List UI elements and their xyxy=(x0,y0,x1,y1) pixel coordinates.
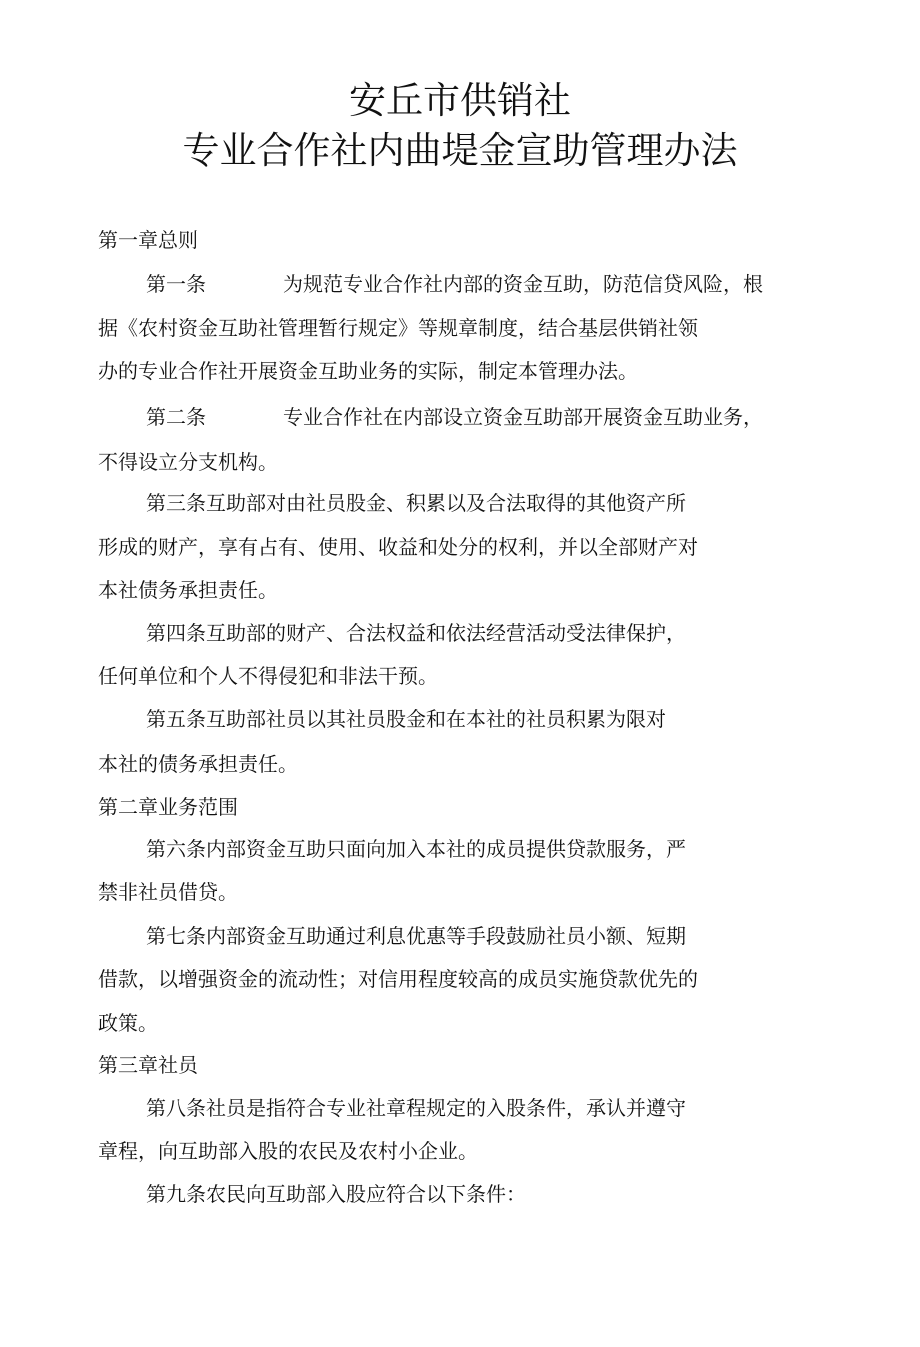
document-title-line-1: 安丘市供销社 xyxy=(349,79,571,122)
article-1-text: 为规范专业合作社内部的资金互助，防范信贷风险，根 xyxy=(283,272,763,296)
article-7-line-3: 政策。 xyxy=(98,1011,158,1035)
article-1-label: 第一条 xyxy=(146,272,206,296)
article-1-line-1 xyxy=(146,271,763,297)
article-8-line-2: 章程，向互助部入股的农民及农村小企业。 xyxy=(98,1139,478,1163)
article-3-line-3: 本社债务承担责任。 xyxy=(98,578,278,602)
chapter-3-heading: 第三章社员 xyxy=(98,1053,198,1077)
article-5-line-1: 第五条互助部社员以其社员股金和在本社的社员积累为限对 xyxy=(146,707,666,731)
article-2-text: 专业合作社在内部设立资金互助部开展资金互助业务， xyxy=(283,405,763,429)
chapter-1-heading: 第一章总则 xyxy=(98,228,198,252)
article-4-line-1: 第四条互助部的财产、合法权益和依法经营活动受法律保护， xyxy=(146,621,686,645)
article-4-line-2: 任何单位和个人不得侵犯和非法干预。 xyxy=(98,664,438,688)
article-9-line-1: 第九条农民向互助部入股应符合以下条件： xyxy=(146,1182,526,1206)
article-6-line-2: 禁非社员借贷。 xyxy=(98,880,238,904)
article-7-line-2: 借款，以增强资金的流动性；对信用程度较高的成员实施贷款优先的 xyxy=(98,967,698,991)
article-1-line-3: 办的专业合作社开展资金互助业务的实际，制定本管理办法。 xyxy=(98,359,638,383)
article-3-line-2: 形成的财产，享有占有、使用、收益和处分的权利，并以全部财产对 xyxy=(98,535,698,559)
article-6-line-1: 第六条内部资金互助只面向加入本社的成员提供贷款服务，严 xyxy=(146,837,686,861)
article-7-line-1: 第七条内部资金互助通过利息优惠等手段鼓励社员小额、短期 xyxy=(146,924,686,948)
article-3-line-1: 第三条互助部对由社员股金、积累以及合法取得的其他资产所 xyxy=(146,491,686,515)
article-2-line-2: 不得设立分支机构。 xyxy=(98,450,278,474)
article-2-label: 第二条 xyxy=(146,405,206,429)
article-5-line-2: 本社的债务承担责任。 xyxy=(98,752,298,776)
article-8-line-1: 第八条社员是指符合专业社章程规定的入股条件，承认并遵守 xyxy=(146,1096,686,1120)
article-1-line-2: 据《农村资金互助社管理暂行规定》等规章制度，结合基层供销社领 xyxy=(98,316,698,340)
article-2-line-1 xyxy=(146,404,763,430)
chapter-2-heading: 第二章业务范围 xyxy=(98,795,238,819)
document-title-line-2: 专业合作社内曲堤金宣助管理办法 xyxy=(182,129,738,172)
